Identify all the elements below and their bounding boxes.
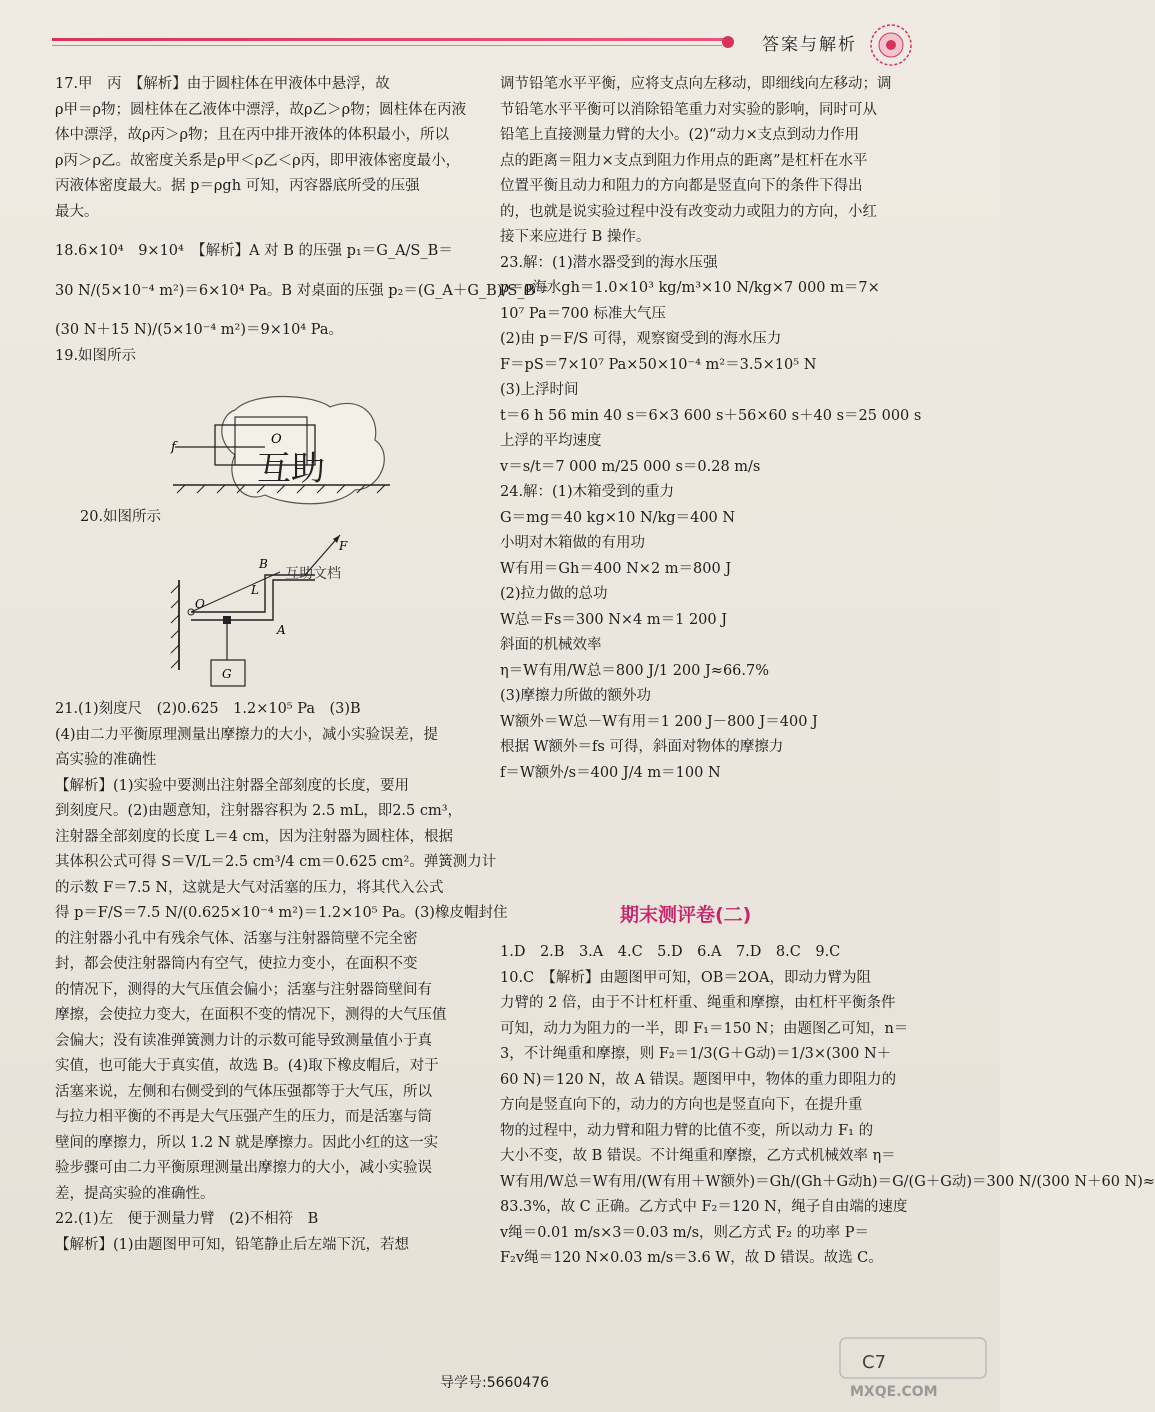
- text-line: 23.解：(1)潜水器受到的海水压强: [500, 254, 718, 271]
- text-line: 10⁷ Pa＝700 标准大气压: [500, 305, 666, 322]
- text-line: 验步骤可由二力平衡原理测量出摩擦力的大小，减小实验误: [55, 1160, 432, 1176]
- header-dot: [722, 36, 734, 48]
- text-line: 壁间的摩擦力，所以 1.2 N 就是摩擦力。因此小红的这一实: [55, 1134, 439, 1151]
- text-line: 其体积公式可得 S＝V/L＝2.5 cm³/4 cm＝0.625 cm²。弹簧测力计: [55, 854, 497, 870]
- text-line: W额外＝W总－W有用＝1 200 J－800 J＝400 J: [500, 713, 818, 730]
- text-line: (4)由二力平衡原理测量出摩擦力的大小，减小实验误差，提: [55, 726, 439, 743]
- right-column-top: [500, 72, 945, 786]
- fig20-label-F: F: [339, 539, 348, 553]
- text-line: F₂v绳＝120 N×0.03 m/s＝3.6 W，故 D 错误。故选 C。: [500, 1250, 883, 1266]
- fig19-force-label: f: [171, 440, 176, 455]
- text-line: 与拉力相平衡的不再是大气压强产生的压力，而是活塞与筒: [55, 1109, 432, 1125]
- text-line: [55, 265, 475, 279]
- text-line: v绳＝0.01 m/s×3＝0.03 m/s，则乙方式 F₂ 的功率 P＝: [500, 1224, 869, 1241]
- text-line: p＝ρ海水gh＝1.0×10³ kg/m³×10 N/kg×7 000 m＝7×: [500, 280, 880, 296]
- text-line: 力臂的 2 倍，由于不计杠杆重、绳重和摩擦，由杠杆平衡条件: [500, 995, 896, 1011]
- left-column-bottom: [55, 697, 508, 1258]
- figure-20-lever-diagram: [165, 530, 405, 695]
- text-line: 小明对木箱做的有用功: [500, 535, 645, 551]
- text-line: [55, 225, 475, 239]
- text-line: 节铅笔水平平衡可以消除铅笔重力对实验的影响，同时可从: [500, 101, 877, 118]
- text-line: 上浮的平均速度: [500, 433, 602, 449]
- text-line: 最大。: [55, 203, 99, 220]
- text-line: W总＝Fs＝300 N×4 m＝1 200 J: [500, 611, 728, 628]
- text-line: 的注射器小孔中有残余气体、活塞与注射器筒壁不完全密: [55, 930, 418, 947]
- text-line: 到刻度尺。(2)由题意知，注射器容积为 2.5 mL，即2.5 cm³，: [55, 803, 463, 819]
- section-title: 期末测评卷(二): [620, 904, 752, 926]
- fig20-caption: 20.如图所示: [80, 509, 162, 525]
- text-line: η＝W有用/W总＝800 J/1 200 J≈66.7%: [500, 662, 770, 679]
- text-line: [55, 304, 475, 318]
- text-line: 24.解：(1)木箱受到的重力: [500, 484, 675, 500]
- text-line: 位置平衡且动力和阻力的方向都是竖直向下的条件下得出: [500, 178, 863, 194]
- text-line: ρ甲＝ρ物；圆柱体在乙液体中漂浮，故ρ乙＞ρ物；圆柱体在丙液: [55, 101, 467, 118]
- text-line: 方向是竖直向下的，动力的方向也是竖直向下，在提升重: [500, 1097, 863, 1113]
- text-line: (2)拉力做的总功: [500, 586, 608, 602]
- text-line: (3)摩擦力所做的额外功: [500, 688, 652, 704]
- text-line: 实值，也可能大于真实值，故选 B。(4)取下橡皮帽后，对于: [55, 1058, 439, 1074]
- text-line: 19.如图所示: [55, 347, 137, 364]
- left-column-top: [55, 72, 550, 369]
- fig20-stamp-text: 互助文档: [285, 566, 341, 582]
- watermark-logo: [838, 1336, 988, 1402]
- text-line: 大小不变，故 B 错误。不计绳重和摩擦，乙方式机械效率 η＝: [500, 1148, 896, 1164]
- text-line: W有用＝Gh＝400 N×2 m＝800 J: [500, 560, 732, 577]
- text-line: 的示数 F＝7.5 N，这就是大气对活塞的压力，将其代入公式: [55, 879, 444, 896]
- page-number: C7: [862, 1352, 887, 1373]
- figure-19-friction-diagram: [165, 395, 425, 515]
- header-rule-thin: [52, 45, 722, 46]
- text-line: v＝s/t＝7 000 m/25 000 s＝0.28 m/s: [500, 458, 761, 475]
- text-line: 注射器全部刻度的长度 L＝4 cm，因为注射器为圆柱体，根据: [55, 828, 453, 845]
- fig19-stamp-text: 互助: [257, 449, 325, 489]
- fig20-label-A: A: [277, 623, 286, 637]
- text-line: 1.D 2.B 3.A 4.C 5.D 6.A 7.D 8.C 9.C: [500, 944, 841, 960]
- text-line: 高实验的准确性: [55, 752, 157, 768]
- text-line: 活塞来说，左侧和右侧受到的气体压强都等于大气压，所以: [55, 1083, 432, 1100]
- text-line: 根据 W额外＝fs 可得，斜面对物体的摩擦力: [500, 739, 784, 755]
- text-line: 22.(1)左 便于测量力臂 (2)不相符 B: [55, 1211, 319, 1227]
- text-line: ρ丙＞ρ乙。故密度关系是ρ甲＜ρ乙＜ρ丙，即甲液体密度最小，: [55, 152, 461, 169]
- text-line: 60 N)＝120 N，故 A 错误。题图甲中，物体的重力即阻力的: [500, 1071, 897, 1088]
- text-line: 摩擦，会使拉力变大，在面积不变的情况下，测得的大气压值: [55, 1007, 447, 1023]
- text-line: 可知，动力为阻力的一半，即 F₁＝150 N；由题图乙可知，n＝: [500, 1020, 909, 1037]
- guide-number: 导学号:5660476: [440, 1375, 550, 1391]
- text-line: G＝mg＝40 kg×10 N/kg＝400 N: [500, 509, 736, 526]
- text-line: 21.(1)刻度尺 (2)0.625 1.2×10⁵ Pa (3)B: [55, 701, 361, 717]
- text-line: 【解析】(1)实验中要测出注射器全部刻度的长度，要用: [55, 777, 410, 794]
- text-line: 的情况下，测得的大气压值会偏小；活塞与注射器筒壁间有: [55, 981, 432, 998]
- text-line: 得 p＝F/S＝7.5 N/(0.625×10⁻⁴ m²)＝1.2×10⁵ Pa。(3)橡皮帽封住: [55, 905, 508, 921]
- text-line: 体中漂浮，故ρ丙＞ρ物；且在丙中排开液体的体积最小，所以: [55, 127, 450, 143]
- text-line: F＝pS＝7×10⁷ Pa×50×10⁻⁴ m²＝3.5×10⁵ N: [500, 356, 817, 373]
- text-line: 调节铅笔水平平衡，应将支点向左移动，即细线向左移动；调: [500, 76, 892, 92]
- text-line: W有用/W总＝W有用/(W有用＋W额外)＝Gh/(Gh＋G动h)＝G/(G＋G动)＝300 N/(300 N＋60 N)≈: [500, 1173, 1155, 1190]
- text-line: 接下来应进行 B 操作。: [500, 229, 651, 245]
- text-line: 17.甲 丙 【解析】由于圆柱体在甲液体中悬浮，故: [55, 76, 390, 92]
- text-line: (2)由 p＝F/S 可得，观察窗受到的海水压力: [500, 331, 782, 347]
- text-line: (3)上浮时间: [500, 382, 579, 398]
- fig19-center-label: O: [271, 432, 282, 447]
- header-title: 答案与解析: [762, 35, 857, 55]
- fig20-label-O: O: [195, 597, 205, 611]
- fig20-label-G: G: [222, 667, 232, 681]
- fig20-label-L: L: [251, 583, 259, 597]
- text-line: 【解析】(1)由题图甲可知，铅笔静止后左端下沉，若想: [55, 1236, 410, 1253]
- text-line: 丙液体密度最大。据 p＝ρgh 可知，丙容器底所受的压强: [55, 178, 420, 194]
- header-logo-icon: [868, 22, 914, 68]
- text-line: 30 N/(5×10⁻⁴ m²)＝6×10⁴ Pa。B 对桌面的压强 p₂＝(G_A＋G_B)/S_B＝: [55, 282, 550, 299]
- text-line: 会偏大；没有读准弹簧测力计的示数可能导致测量值小于真: [55, 1032, 432, 1049]
- text-line: 点的距离＝阻力×支点到阻力作用点的距离”是杠杆在水平: [500, 152, 868, 169]
- text-line: 差，提高实验的准确性。: [55, 1185, 215, 1202]
- text-line: t＝6 h 56 min 40 s＝6×3 600 s＋56×60 s＋40 s＝25 000 s: [500, 407, 922, 424]
- text-line: 10.C 【解析】由题图甲可知，OB＝2OA，即动力臂为阻: [500, 969, 872, 986]
- text-line: 18.6×10⁴ 9×10⁴ 【解析】A 对 B 的压强 p₁＝G_A/S_B＝: [55, 243, 453, 259]
- text-line: f＝W额外/s＝400 J/4 m＝100 N: [500, 764, 721, 781]
- text-line: 的，也就是说实验过程中没有改变动力或阻力的方向，小红: [500, 203, 877, 220]
- text-line: (30 N＋15 N)/(5×10⁻⁴ m²)＝9×10⁴ Pa。: [55, 322, 343, 338]
- right-column-bottom: [500, 940, 1155, 1272]
- text-line: 物的过程中，动力臂和阻力臂的比值不变，所以动力 F₁ 的: [500, 1122, 874, 1139]
- text-line: 封，都会使注射器筒内有空气，使拉力变小，在面积不变: [55, 956, 418, 972]
- watermark-text: MXQE.COM: [850, 1384, 938, 1400]
- header-rule: [52, 38, 732, 41]
- text-line: 斜面的机械效率: [500, 637, 602, 653]
- text-line: 83.3%，故 C 正确。乙方式中 F₂＝120 N，绳子自由端的速度: [500, 1199, 908, 1215]
- text-line: 铅笔上直接测量力臂的大小。(2)“动力×支点到动力作用: [500, 127, 860, 143]
- fig20-label-B: B: [259, 557, 268, 571]
- text-line: 3，不计绳重和摩擦，则 F₂＝1/3(G＋G动)＝1/3×(300 N＋: [500, 1046, 892, 1062]
